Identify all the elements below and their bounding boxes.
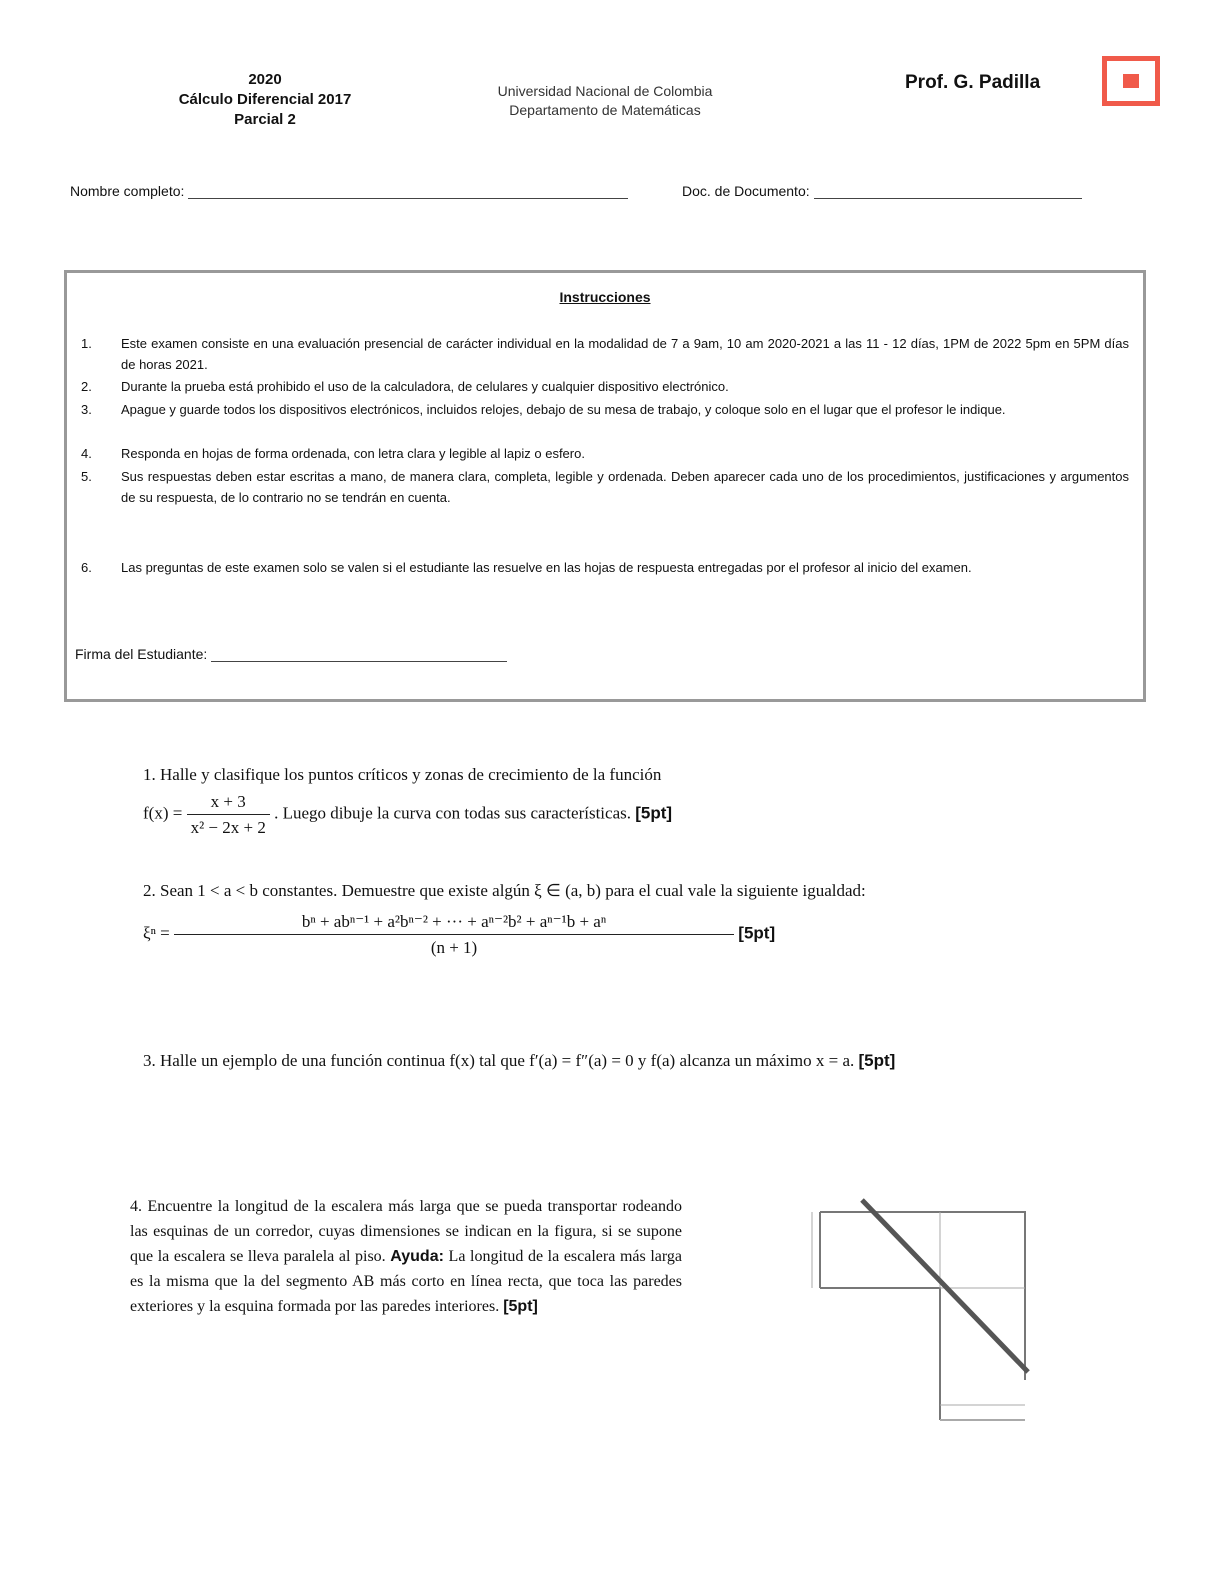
ladder-segment	[862, 1200, 1028, 1372]
instruction-item: 5. Sus respuestas deben estar escritas a mano, de manera clara, completa, legible y ordenada. Deben aparecer cada uno de los procedimientos, justificaciones y argumentos de su respuesta, de lo contrario no se tendrán en cuenta.	[81, 469, 1129, 505]
university-name: Universidad Nacional de Colombia	[497, 83, 713, 99]
question-4-points: [5pt]	[503, 1298, 538, 1315]
document-field	[682, 180, 1082, 199]
question-2-text: 2. Sean 1 < a < b constantes. Demuestre que existe algún ξ ∈ (a, b) para el cual vale la siguiente igualdad:	[143, 881, 866, 900]
question-3-text: 3. Halle un ejemplo de una función continua f(x) tal que f′(a) = f″(a) = 0 y f(a) alcanza un máximo x = a.	[143, 1051, 855, 1070]
question-3	[143, 1048, 1069, 1073]
instructions-box	[64, 270, 1146, 702]
question-1-fraction: $\frac{x + 3}{\text{x² − 2x + 2}}$	[187, 789, 270, 840]
instruction-item: 1. Este examen consiste en una evaluación presencial de carácter individual en la modalidad de 7 a 9am, 10 am 2020-2021 a las 11 - 12 días, 1PM de 2022 5pm en 5PM días de horas 2021.	[81, 336, 1129, 372]
instruction-item: 4. Responda en hojas de forma ordenada, con letra clara y legible al lapiz o esfero.	[81, 446, 585, 461]
document-label: Doc. de Documento:	[682, 183, 810, 199]
signature-label: Firma del Estudiante:	[75, 646, 208, 662]
instruction-item: 2. Durante la prueba está prohibido el uso de la calculadora, de celulares y cualquier dispositivo electrónico.	[81, 379, 729, 394]
name-line[interactable]	[188, 180, 628, 199]
instruction-item: 6. Las preguntas de este examen solo se valen si el estudiante las resuelve en las hojas de respuesta entregadas por el profesor al inicio del examen.	[81, 560, 972, 575]
question-4	[130, 1194, 682, 1319]
question-4-hint-label: Ayuda:	[390, 1248, 444, 1265]
signature-line[interactable]	[211, 645, 507, 662]
corridor-figure	[800, 1190, 1040, 1440]
question-2	[143, 878, 1069, 960]
institution	[440, 82, 770, 120]
question-1	[143, 762, 1069, 840]
question-2-lhs: ξⁿ =	[143, 923, 170, 943]
question-1-lhs: f(x) =	[143, 803, 183, 823]
document-line[interactable]	[814, 180, 1082, 199]
question-2-fraction: $\frac{\text{bⁿ + abⁿ⁻¹ + a²bⁿ⁻² + ··· + aⁿ⁻²b² + aⁿ⁻¹b + aⁿ}}{(n + 1)}$	[174, 909, 734, 960]
outer-wall	[820, 1212, 1025, 1380]
department-name: Departamento de Matemáticas	[509, 102, 701, 118]
name-field	[70, 180, 628, 199]
course-name: Cálculo Diferencial 2017	[178, 91, 352, 108]
question-1-points: [5pt]	[635, 803, 673, 823]
name-label: Nombre completo:	[70, 183, 185, 199]
professor-name: Prof. G. Padilla	[905, 72, 1041, 93]
question-4-hint: La longitud de la escalera más larga es la misma que la del segmento AB más corto en línea recta, que toca las paredes exteriores y la esquina formada por las paredes interiores.	[130, 1248, 683, 1315]
exam-header	[130, 70, 400, 130]
question-2-points: [5pt]	[738, 923, 776, 943]
instructions-title: Instrucciones	[559, 289, 651, 305]
exam-title: Parcial 2	[234, 111, 296, 128]
exam-year: 2020	[248, 71, 282, 88]
question-3-points: [5pt]	[858, 1051, 896, 1070]
question-4-text: 4. Encuentre la longitud de la escalera más larga que se pueda transportar rodeando las esquinas de un corredor, cuyas dimensiones se indican en la figura, si se supone que la escalera se lleva paralela al piso.	[130, 1198, 682, 1265]
signature-field	[75, 645, 507, 662]
question-1-tail: . Luego dibuje la curva con todas sus características.	[274, 803, 631, 823]
inner-wall	[820, 1288, 940, 1420]
instruction-item: 3. Apague y guarde todos los dispositivos electrónicos, incluidos relojes, debajo de su mesa de trabajo, y coloque solo en el lugar que el profesor le indique.	[81, 402, 1006, 417]
university-logo-icon	[1102, 56, 1160, 106]
question-1-intro: 1. Halle y clasifique los puntos críticos y zonas de crecimiento de la función	[143, 765, 662, 784]
